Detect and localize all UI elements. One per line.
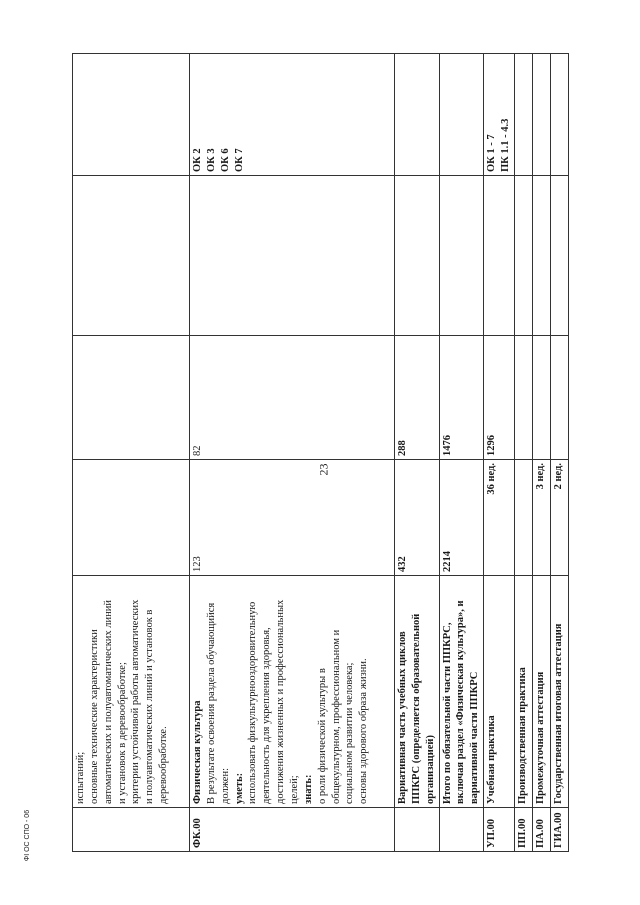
row-hours: 288 — [395, 336, 440, 460]
row-content: Производственная практика — [515, 576, 533, 808]
row-discipline — [439, 176, 484, 336]
row-hours: 82 — [190, 336, 395, 460]
row-discipline — [73, 176, 190, 336]
row-content: Учебная практика — [484, 576, 515, 808]
row-competencies — [73, 54, 190, 176]
page-number: 23 — [316, 463, 331, 476]
footer-code: ФI ОС СПО - 06 — [24, 809, 32, 862]
table-row — [551, 54, 569, 852]
row-hours: 1296 — [484, 336, 515, 460]
row-content: испытаний; основные технические характеристики автоматических и полуавтоматических линий и установок в деревообработке; критерии устойчивой работы автоматических и полуавтоматических линий и установок в деревообработке. — [73, 576, 190, 808]
rotated-table-container — [72, 54, 567, 852]
row-content: Физическая культура В результате освоения раздела обучающийся должен: уметь: использовать физкультурнооздоровительную деятельность для укрепления здоровья, достижения жизненных и профессиональных целей; знать: о роли физической культуры в общекультурном, профессиональном и социальном развитии человека; основы здорового образа жизни. — [190, 576, 395, 808]
row-code: ПА.00 — [533, 808, 551, 852]
row-code: ГИА.00 — [551, 808, 569, 852]
row-competencies: ОК 1 - 7 ПК 1.1 - 4.3 — [484, 54, 515, 176]
row-hours — [73, 336, 190, 460]
row-competencies: ОК 2 ОК 3 ОК 6 ОК 7 — [190, 54, 395, 176]
row-max-load: 2214 — [439, 460, 484, 576]
row-discipline — [395, 176, 440, 336]
row-max-load: 432 — [395, 460, 440, 576]
curriculum-table — [72, 53, 569, 852]
row-content: Вариативная часть учебных циклов ППКРС (определяется образовательной организацией) — [395, 576, 440, 808]
table-row — [395, 54, 440, 852]
row-code — [395, 808, 440, 852]
row-code: ФК.00 — [190, 808, 395, 852]
table-row — [515, 54, 533, 852]
row-hours: 1476 — [439, 336, 484, 460]
table-row — [190, 54, 395, 852]
row-max-load — [515, 460, 533, 576]
row-code: УП.00 — [484, 808, 515, 852]
row-competencies — [515, 54, 533, 176]
row-discipline — [484, 176, 515, 336]
row-discipline — [515, 176, 533, 336]
row-code — [73, 808, 190, 852]
row-discipline — [551, 176, 569, 336]
table-row — [484, 54, 515, 852]
row-competencies — [533, 54, 551, 176]
row-content: Итого по обязательной части ППКРС, включая раздел «Физическая культура», и вариативной части ППКРС — [439, 576, 484, 808]
row-content: Государственная итоговая аттестация — [551, 576, 569, 808]
row-discipline — [533, 176, 551, 336]
row-hours — [533, 336, 551, 460]
row-code — [439, 808, 484, 852]
table-row — [533, 54, 551, 852]
row-discipline — [190, 176, 395, 336]
row-max-load: 123 — [190, 460, 395, 576]
row-max-load — [73, 460, 190, 576]
row-max-load: 2 нед. — [551, 460, 569, 576]
row-hours — [551, 336, 569, 460]
row-max-load: 36 нед. — [484, 460, 515, 576]
table-landscape — [72, 54, 567, 852]
row-content: Промежуточная аттестация — [533, 576, 551, 808]
row-competencies — [395, 54, 440, 176]
row-competencies — [551, 54, 569, 176]
row-hours — [515, 336, 533, 460]
table-row — [439, 54, 484, 852]
row-code: ПП.00 — [515, 808, 533, 852]
table-row — [73, 54, 190, 852]
row-max-load: 3 нед. — [533, 460, 551, 576]
row-competencies — [439, 54, 484, 176]
